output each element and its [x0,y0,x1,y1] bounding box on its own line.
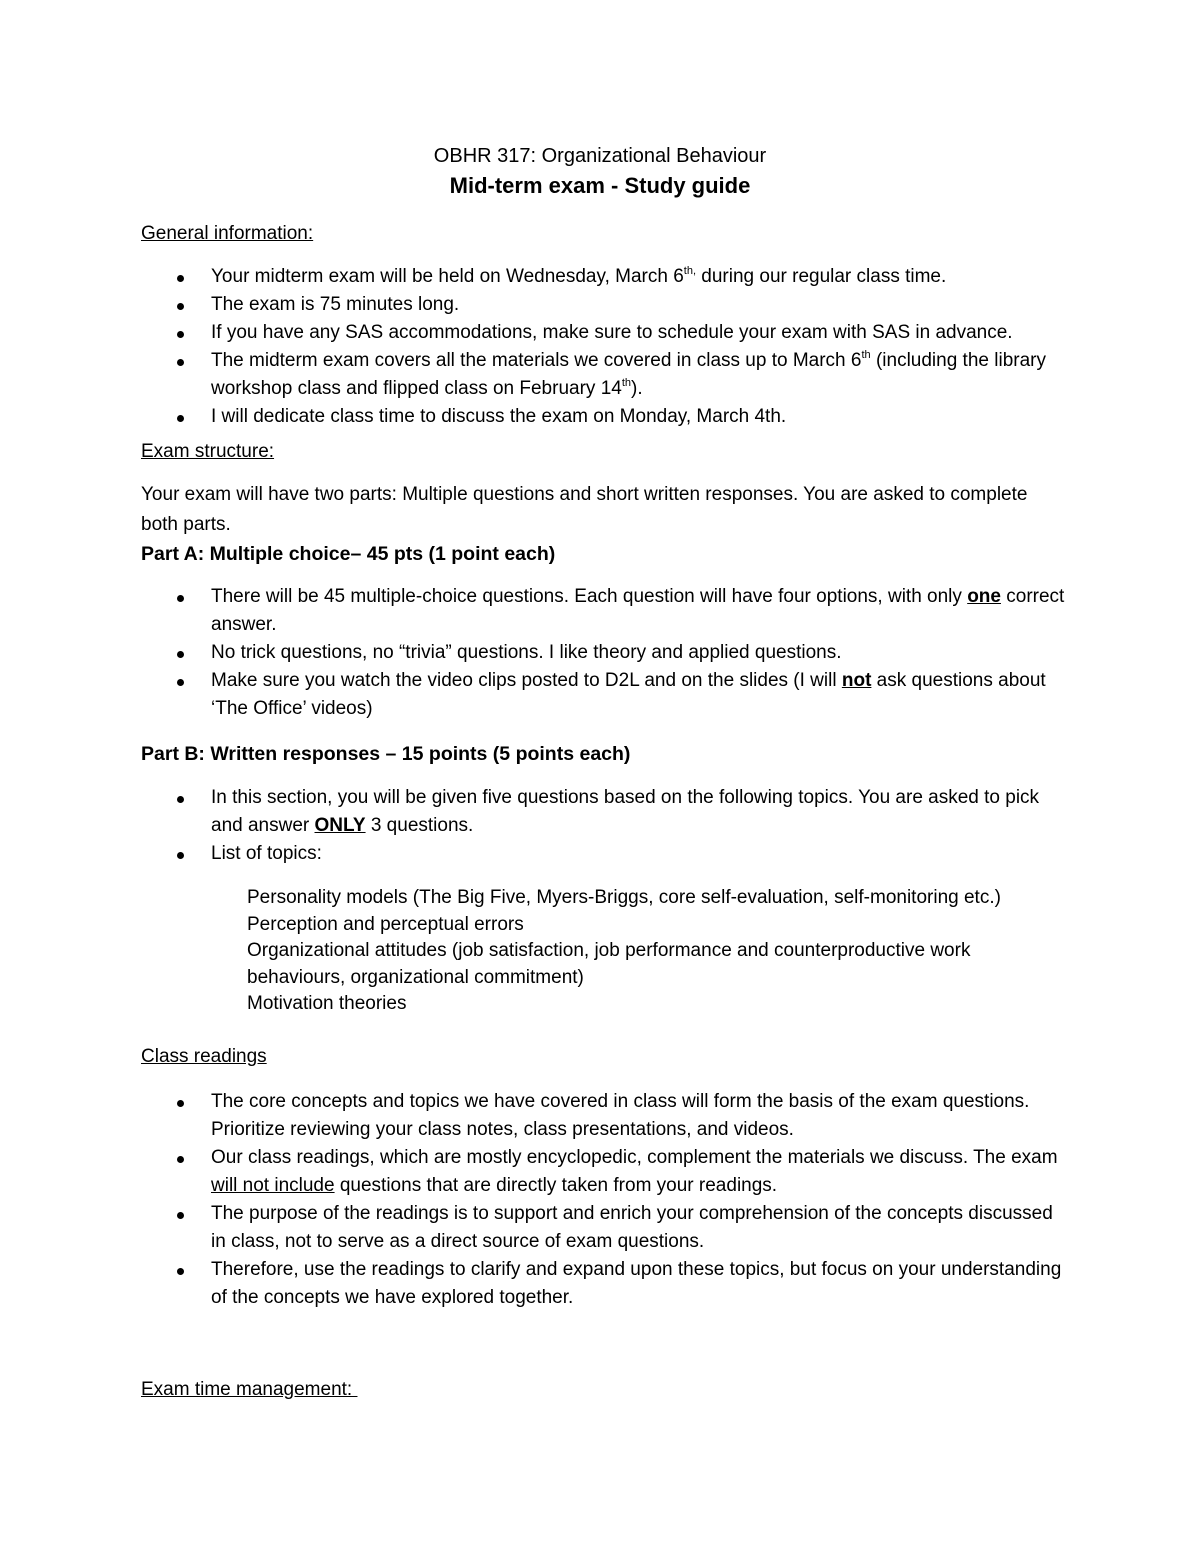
list-item: I will dedicate class time to discuss the exam on Monday, March 4th. [141,403,1071,431]
exam-structure-intro: Your exam will have two parts: Multiple questions and short written responses. You are asked to complete both parts. [141,484,1028,535]
list-item: Therefore, use the readings to clarify and expand upon these topics, but focus on your understanding of the concepts we have explored together. [141,1256,1071,1312]
class-readings-list [141,1088,1071,1312]
general-information-list [141,263,1071,431]
list-item: Our class readings, which are mostly encyclopedic, complement the materials we discuss. The exam will not include questions that are directly taken from your readings. [141,1144,1071,1200]
bullet-icon [177,679,184,686]
bullet-icon [177,852,184,859]
list-item: If you have any SAS accommodations, make sure to schedule your exam with SAS in advance. [141,319,1071,347]
exam-structure-heading: Exam structure: [141,441,275,462]
list-item: The exam is 75 minutes long. [141,291,1071,319]
bullet-icon [177,415,184,422]
bullet-icon [177,595,184,602]
part-a-list [141,583,1071,723]
part-a-heading: Part A: Multiple choice– 45 pts (1 point each) [141,543,556,565]
list-item: The purpose of the readings is to support and enrich your comprehension of the concepts discussed in class, not to serve as a direct source of exam questions. [141,1200,1071,1256]
topic-item: Personality models (The Big Five, Myers-Briggs, core self-evaluation, self-monitoring etc.) [247,887,1001,908]
bullet-icon [177,1268,184,1275]
topic-item: Perception and perceptual errors [247,913,524,935]
topic-item: Organizational attitudes (job satisfaction, job performance and counterproductive work behaviours, organizational commitment) [247,940,971,988]
general-information-heading: General information: [141,223,314,244]
bullet-icon [177,1156,184,1163]
bullet-icon [177,331,184,338]
bullet-icon [177,359,184,366]
list-item: List of topics: [141,840,1071,868]
part-b-list [141,784,1071,868]
list-item: No trick questions, no “trivia” questions. I like theory and applied questions. [141,639,1071,667]
part-b-heading: Part B: Written responses – 15 points (5 points each) [141,743,631,765]
list-item: In this section, you will be given five questions based on the following topics. You are asked to pick and answer ONLY 3 questions. [141,784,1071,840]
list-item: Make sure you watch the video clips posted to D2L and on the slides (I will not ask questions about ‘The Office’ videos) [141,667,1071,723]
document-title: Mid-term exam - Study guide [449,173,751,198]
bullet-icon [177,303,184,310]
list-item: The midterm exam covers all the materials we covered in class up to March 6th (including the library workshop class and flipped class on February 14th). [141,347,1071,403]
list-item: There will be 45 multiple-choice questions. Each question will have four options, with only one correct answer. [141,583,1071,639]
course-title: OBHR 317: Organizational Behaviour [433,145,767,167]
bullet-icon [177,1212,184,1219]
bullet-icon [177,1100,184,1107]
topics-list [247,885,1047,1018]
topic-item: Motivation theories [247,993,407,1014]
bullet-icon [177,651,184,658]
list-item: Your midterm exam will be held on Wednesday, March $6^{th,}$ during our regular class time. [141,263,1071,291]
exam-time-management-heading: Exam time management: [141,1379,358,1400]
bullet-icon [177,275,184,282]
bullet-icon [177,796,184,803]
class-readings-heading: Class readings [141,1046,267,1067]
list-item: The core concepts and topics we have covered in class will form the basis of the exam questions. Prioritize reviewing your class notes, class presentations, and videos. [141,1088,1071,1144]
